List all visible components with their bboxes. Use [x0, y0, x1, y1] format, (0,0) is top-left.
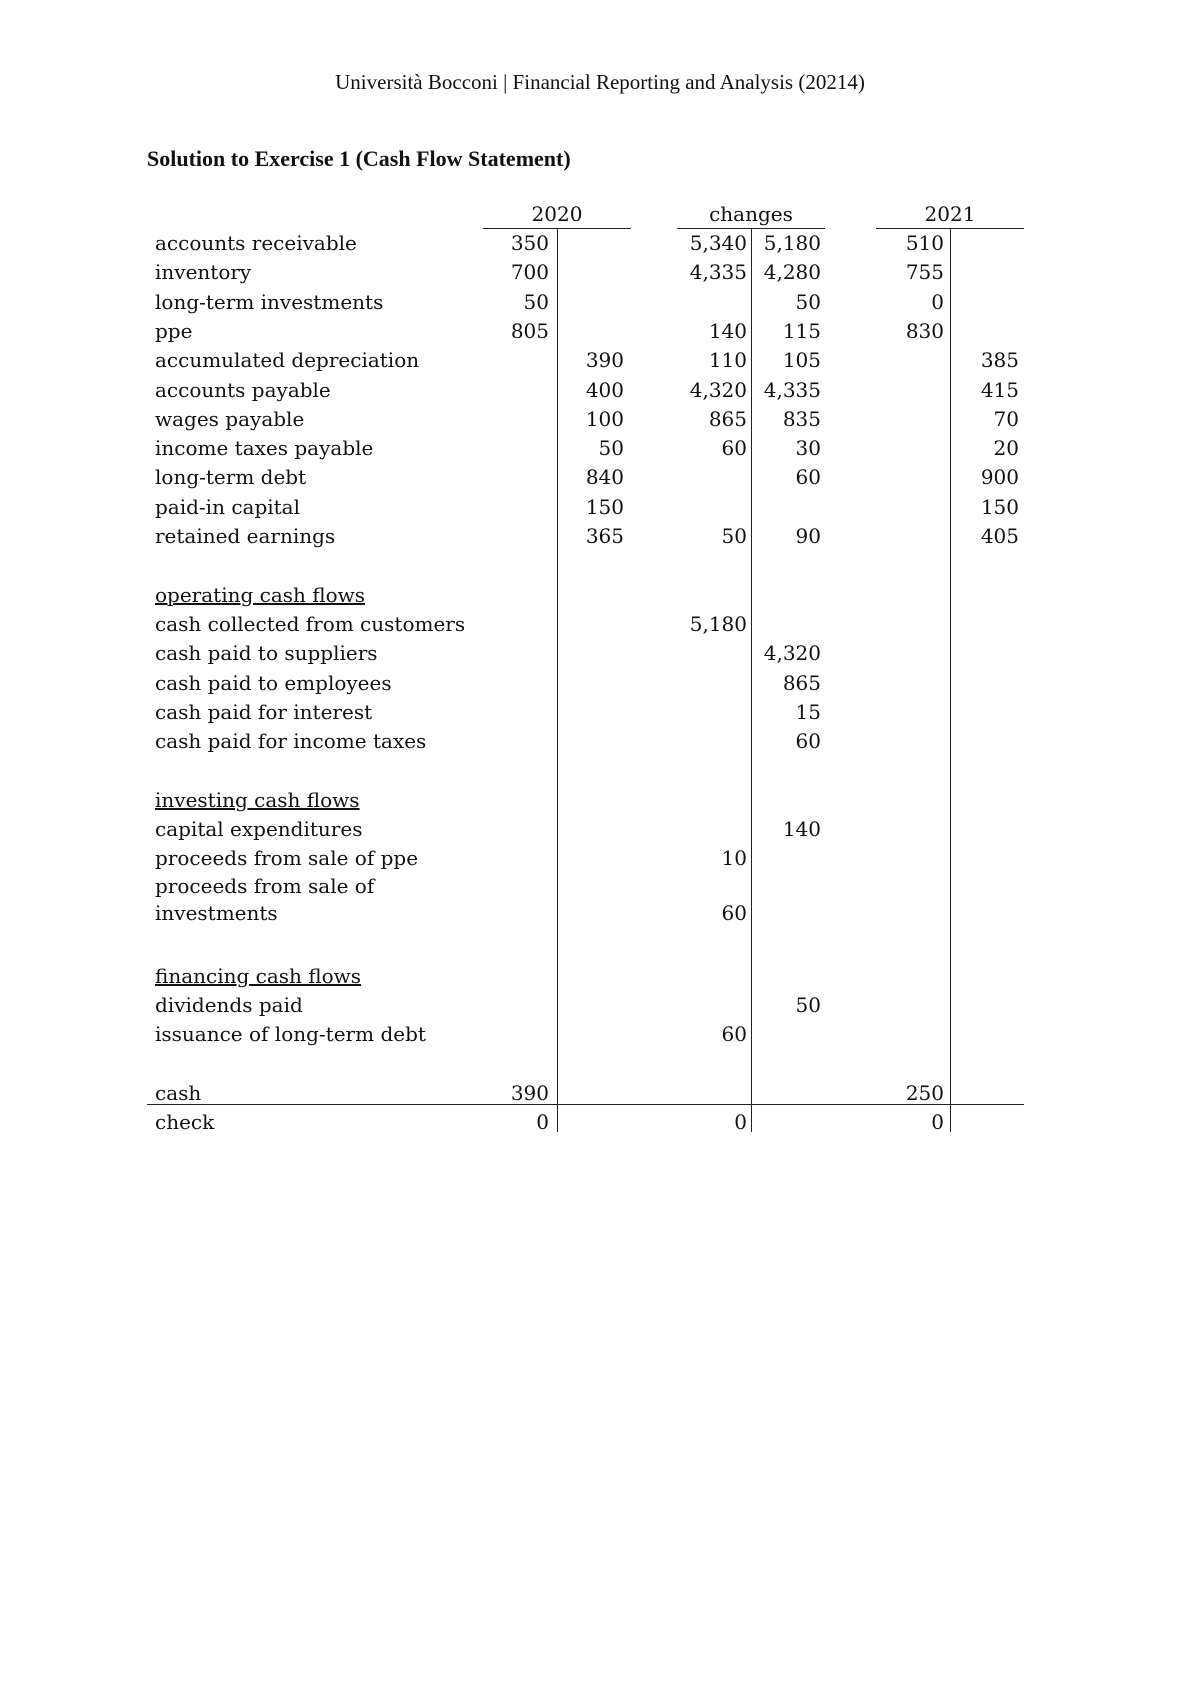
- column-header-changes: changes: [709, 202, 793, 226]
- operating-section-heading: operating cash flows: [155, 582, 366, 607]
- investing-item-inflow: 60: [721, 900, 747, 925]
- account-label: inventory: [155, 260, 252, 285]
- operating-item-outflow: 15: [795, 699, 821, 724]
- account-value-b2020: 150: [585, 494, 624, 519]
- operating-item-label: cash collected from customers: [155, 611, 466, 636]
- operating-item-label: cash paid to employees: [155, 670, 392, 695]
- account-label: long-term investments: [155, 289, 384, 314]
- account-value-chc: 4,335: [763, 377, 821, 402]
- investing-section-heading: investing cash flows: [155, 787, 360, 812]
- financing-item-label: dividends paid: [155, 992, 303, 1017]
- account-value-a2021: 830: [905, 318, 944, 343]
- account-value-b2020: 365: [585, 524, 624, 548]
- operating-item-label: cash paid for income taxes: [155, 729, 427, 754]
- account-value-a2021: 510: [905, 231, 944, 255]
- check-value-2020: 0: [536, 1110, 549, 1134]
- financing-section-heading: financing cash flows: [155, 963, 362, 988]
- account-value-chc: 30: [795, 436, 821, 461]
- account-value-chc: 835: [782, 406, 821, 431]
- account-value-b2021: 150: [980, 494, 1019, 519]
- account-value-b2020: 840: [585, 465, 624, 490]
- investing-item-label: capital expenditures: [155, 817, 363, 841]
- account-label: accounts payable: [155, 377, 331, 402]
- account-value-chd: 5,340: [689, 231, 747, 255]
- account-value-a2020: 350: [510, 231, 549, 255]
- account-label: accounts receivable: [155, 231, 357, 255]
- account-label: wages payable: [155, 406, 305, 431]
- account-value-chc: 5,180: [763, 231, 821, 255]
- account-value-b2021: 20: [993, 436, 1019, 461]
- account-value-a2020: 805: [510, 318, 549, 343]
- account-label: long-term debt: [155, 465, 307, 490]
- account-value-b2020: 390: [585, 348, 624, 373]
- operating-item-outflow: 60: [795, 729, 821, 754]
- financing-item-label: issuance of long-term debt: [155, 1022, 426, 1047]
- account-value-b2020: 100: [585, 406, 624, 431]
- account-value-chc: 115: [782, 318, 821, 343]
- account-value-b2021: 385: [980, 348, 1019, 373]
- account-label: paid-in capital: [155, 494, 300, 519]
- column-header-2020: 2020: [531, 202, 583, 226]
- operating-item-outflow: 865: [782, 670, 821, 695]
- operating-item-outflow: 4,320: [763, 641, 821, 666]
- account-value-a2020: 50: [523, 289, 549, 314]
- account-value-a2020: 700: [510, 260, 549, 285]
- page-header: Università Bocconi | Financial Reporting and Analysis (20214): [335, 70, 865, 94]
- investing-item-inflow: 10: [721, 846, 747, 871]
- investing-item-label-line1: proceeds from sale of: [155, 873, 375, 898]
- account-value-chc: 60: [795, 465, 821, 490]
- page-title: Solution to Exercise 1 (Cash Flow Statement): [147, 146, 571, 171]
- account-value-chc: 4,280: [763, 260, 821, 285]
- account-value-chd: 60: [721, 436, 747, 461]
- account-value-b2021: 70: [993, 406, 1019, 431]
- investing-item-label-line2: investments: [155, 900, 278, 925]
- cash-value-2020: 390: [510, 1080, 549, 1105]
- account-label: retained earnings: [155, 524, 336, 548]
- account-value-chd: 140: [708, 318, 747, 343]
- cash-value-2021: 250: [905, 1080, 944, 1105]
- account-value-b2020: 50: [598, 436, 624, 461]
- account-value-chd: 110: [708, 348, 747, 373]
- account-value-chd: 865: [708, 406, 747, 431]
- investing-item-label: proceeds from sale of ppe: [155, 846, 419, 871]
- account-value-chc: 50: [795, 289, 821, 314]
- investing-item-outflow: 140: [782, 817, 821, 841]
- account-value-b2021: 415: [980, 377, 1019, 402]
- account-label: accumulated depreciation: [155, 348, 420, 373]
- account-value-b2021: 405: [980, 524, 1019, 548]
- operating-item-label: cash paid to suppliers: [155, 641, 378, 666]
- account-value-chd: 4,335: [689, 260, 747, 285]
- financing-item-outflow: 50: [795, 992, 821, 1017]
- account-label: ppe: [155, 318, 193, 343]
- account-value-b2020: 400: [585, 377, 624, 402]
- account-value-chd: 4,320: [689, 377, 747, 402]
- check-value-changes: 0: [734, 1110, 747, 1134]
- operating-item-label: cash paid for interest: [155, 699, 373, 724]
- account-label: income taxes payable: [155, 436, 374, 461]
- check-label: check: [155, 1110, 215, 1134]
- account-value-a2021: 0: [931, 289, 944, 314]
- check-value-2021: 0: [931, 1110, 944, 1134]
- cash-label: cash: [155, 1080, 202, 1105]
- financing-item-inflow: 60: [721, 1022, 747, 1047]
- account-value-chd: 50: [721, 524, 747, 548]
- account-value-chc: 90: [795, 524, 821, 548]
- account-value-chc: 105: [782, 348, 821, 373]
- account-value-a2021: 755: [905, 260, 944, 285]
- account-value-b2021: 900: [980, 465, 1019, 490]
- column-header-2021: 2021: [924, 202, 976, 226]
- operating-item-inflow: 5,180: [689, 611, 747, 636]
